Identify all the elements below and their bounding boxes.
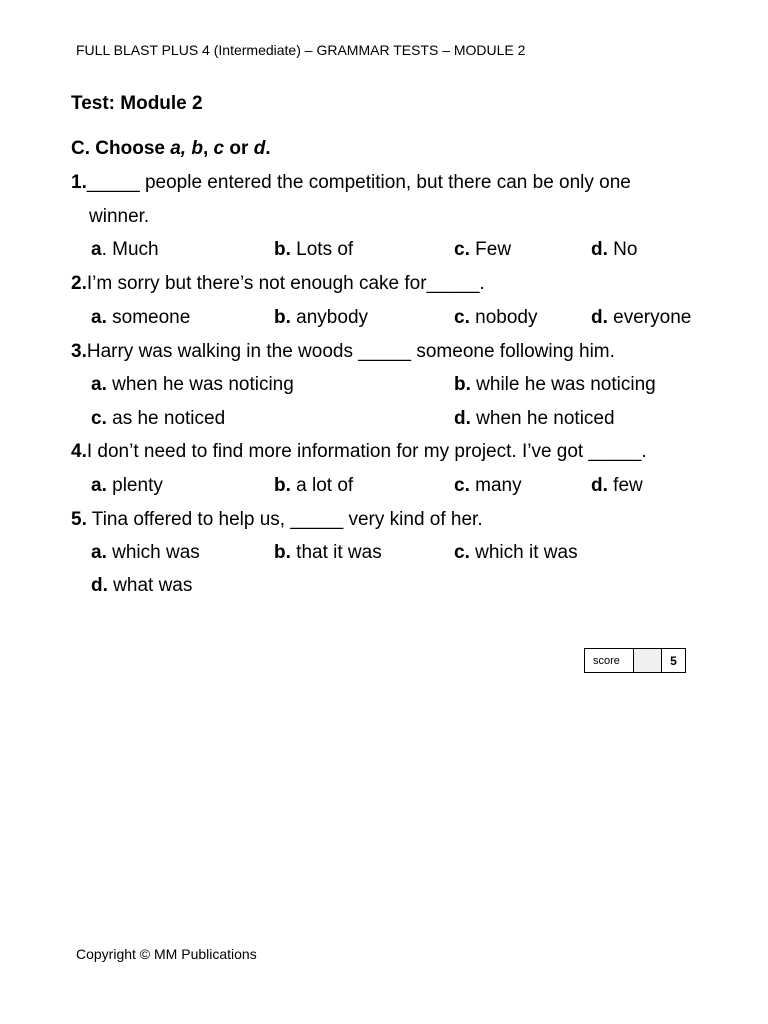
instruction-d: d [253, 138, 266, 159]
question-text: I don’t need to find more information for my project. I’ve got _____. [86, 441, 647, 462]
option-1a[interactable] [91, 239, 159, 261]
question-text: Harry was walking in the woods _____ someone following him. [86, 341, 615, 362]
option-letter: c. [91, 408, 107, 429]
option-4b[interactable] [274, 475, 353, 497]
option-letter: a. [91, 307, 107, 328]
instruction-or: or [224, 138, 254, 159]
option-1b[interactable] [274, 239, 353, 261]
option-text: No [613, 239, 638, 260]
score-label: score [585, 649, 634, 672]
question-number: 5. [71, 509, 87, 530]
option-4d[interactable] [591, 475, 643, 497]
option-2d[interactable] [591, 307, 691, 329]
option-3a[interactable] [91, 374, 294, 396]
option-text: many [475, 475, 522, 496]
option-letter: b. [274, 475, 291, 496]
question-number: 2. [71, 273, 87, 294]
option-letter: b. [274, 239, 291, 260]
question-5 [71, 509, 483, 531]
instruction-period: . [265, 138, 271, 159]
option-letter: d. [91, 575, 108, 596]
option-letter: b. [274, 307, 291, 328]
option-text: when he was noticing [112, 374, 294, 395]
option-2c[interactable] [454, 307, 537, 329]
option-text: anybody [296, 307, 369, 328]
option-separator: . [101, 239, 113, 260]
option-text: someone [112, 307, 191, 328]
option-letter: b. [454, 374, 471, 395]
question-number: 3. [71, 341, 87, 362]
option-text: what was [113, 575, 193, 596]
option-text: when he noticed [476, 408, 615, 429]
option-4a[interactable] [91, 475, 163, 497]
option-letter: a. [91, 542, 107, 563]
option-letter: b. [274, 542, 291, 563]
page-header: FULL BLAST PLUS 4 (Intermediate) – GRAMMAR TESTS – MODULE 2 [76, 42, 526, 58]
option-text: Lots of [296, 239, 354, 260]
option-text: which was [112, 542, 200, 563]
instruction-a: a, [170, 138, 187, 159]
question-text: Tina offered to help us, _____ very kind of her. [86, 509, 483, 530]
score-box [584, 648, 686, 673]
option-letter: d. [591, 239, 608, 260]
option-letter: a [91, 239, 102, 260]
option-text: nobody [475, 307, 538, 328]
option-text: everyone [613, 307, 692, 328]
instruction [71, 138, 271, 160]
option-letter: c. [454, 307, 470, 328]
option-5d[interactable] [91, 575, 192, 597]
option-text: as he noticed [112, 408, 226, 429]
option-2b[interactable] [274, 307, 368, 329]
option-text: while he was noticing [476, 374, 656, 395]
option-letter: c. [454, 542, 470, 563]
option-letter: d. [454, 408, 471, 429]
option-letter: d. [591, 475, 608, 496]
instruction-c: c [213, 138, 225, 159]
question-3 [71, 341, 615, 363]
option-letter: d. [591, 307, 608, 328]
question-1 [71, 172, 631, 194]
option-text: Much [112, 239, 159, 260]
option-1c[interactable] [454, 239, 511, 261]
option-2a[interactable] [91, 307, 190, 329]
option-1d[interactable] [591, 239, 637, 261]
option-text: a lot of [296, 475, 354, 496]
option-text: which it was [475, 542, 578, 563]
option-letter: c. [454, 239, 470, 260]
option-4c[interactable] [454, 475, 522, 497]
option-5b[interactable] [274, 542, 382, 564]
option-5c[interactable] [454, 542, 578, 564]
score-total: 5 [670, 653, 677, 668]
option-letter: a. [91, 374, 107, 395]
instruction-prefix: C. Choose [71, 138, 171, 159]
question-text: _____ people entered the competition, but there can be only one [86, 172, 631, 193]
question-2 [71, 273, 485, 295]
instruction-b: b [191, 138, 203, 159]
question-1-continuation: winner. [89, 206, 150, 227]
option-letter: a. [91, 475, 107, 496]
question-number: 4. [71, 441, 87, 462]
score-value-field[interactable] [634, 649, 662, 672]
option-text: that it was [296, 542, 382, 563]
instruction-comma: , [202, 138, 214, 159]
question-number: 1. [71, 172, 87, 193]
option-3b[interactable] [454, 374, 656, 396]
option-text: plenty [112, 475, 163, 496]
question-text: I’m sorry but there’s not enough cake for_____. [86, 273, 485, 294]
option-text: few [613, 475, 643, 496]
option-5a[interactable] [91, 542, 200, 564]
option-3c[interactable] [91, 408, 225, 430]
copyright-footer: Copyright © MM Publications [76, 946, 257, 962]
question-4 [71, 441, 647, 463]
option-letter: c. [454, 475, 470, 496]
test-title: Test: Module 2 [71, 93, 203, 114]
option-text: Few [475, 239, 512, 260]
option-3d[interactable] [454, 408, 615, 430]
